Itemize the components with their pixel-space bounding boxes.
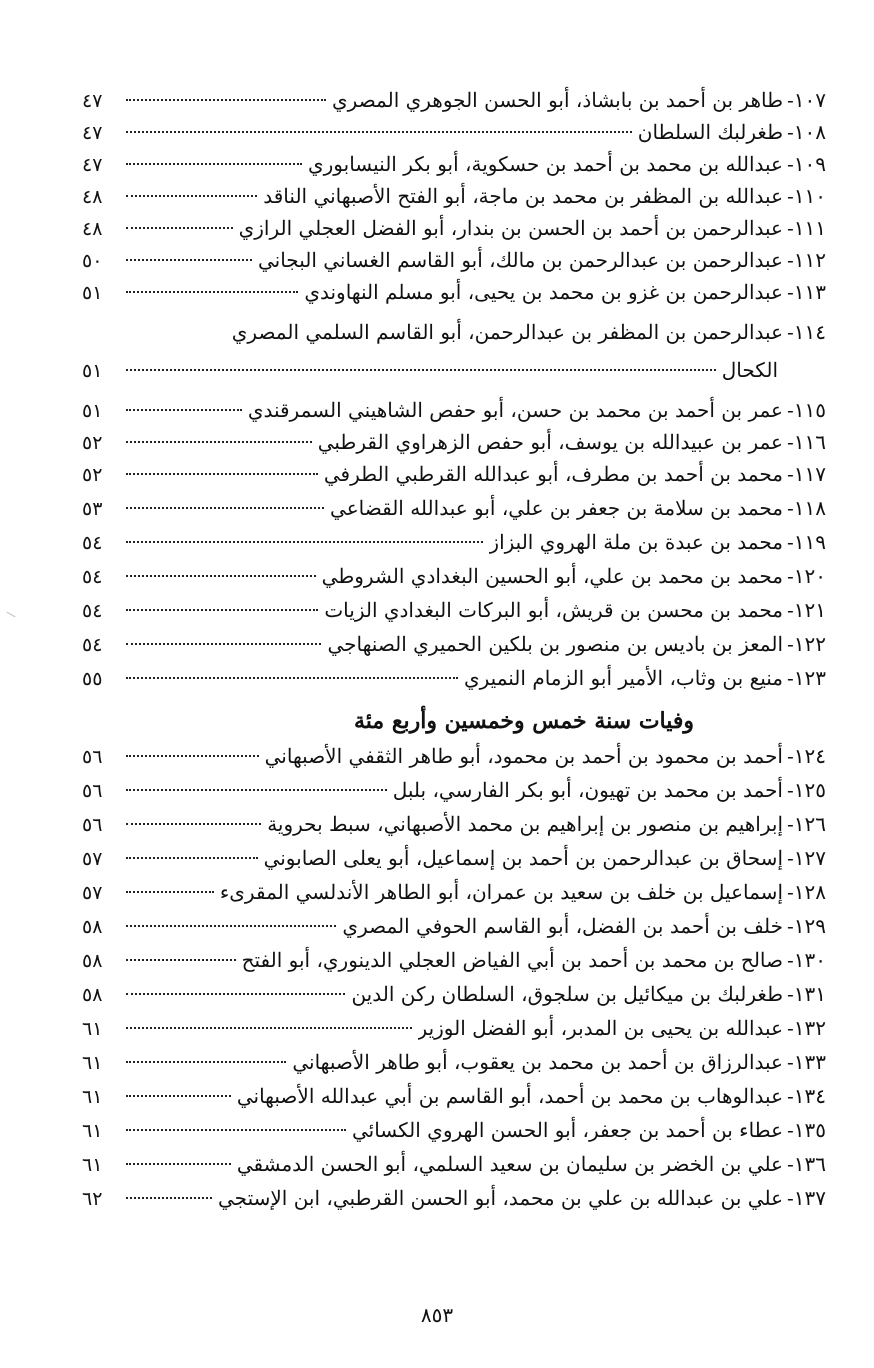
index-entry — [82, 876, 826, 908]
entry-number: ١٢٢- — [787, 632, 826, 656]
dot-leader — [126, 857, 258, 859]
entry-text: خلف بن أحمد بن الفضل، أبو القاسم الحوفي المصري — [342, 914, 783, 938]
dot-leader — [126, 1027, 412, 1029]
entry-number: ١٠٨- — [787, 120, 826, 144]
entry-number: ١١٥- — [787, 398, 826, 422]
entry-page: ٥٨ — [82, 916, 103, 938]
entry-number: ١٢٦- — [787, 812, 826, 836]
entry-page: ٥١ — [82, 282, 103, 304]
entry-text: عبدالرحمن بن غزو بن محمد بن يحيى، أبو مسلم النهاوندي — [304, 280, 783, 304]
index-entry — [82, 180, 826, 212]
entry-number: ١٢٣- — [787, 666, 826, 690]
entry-number: ١١٠- — [787, 184, 826, 208]
dot-leader — [126, 993, 345, 995]
entry-text: علي بن الخضر بن سليمان بن سعيد السلمي، أبو الحسن الدمشقي — [236, 1152, 783, 1176]
entry-page: ٦٢ — [82, 1188, 103, 1210]
index-entry — [82, 526, 826, 558]
entry-number: ١١٢- — [787, 248, 826, 272]
dot-leader — [126, 1061, 286, 1063]
entry-page: ٤٧ — [82, 154, 103, 176]
dot-leader — [126, 1129, 346, 1131]
entry-text: إسحاق بن عبدالرحمن بن أحمد بن إسماعيل، أبو يعلى الصابوني — [263, 846, 783, 870]
entry-number: ١٢٠- — [787, 564, 826, 588]
entry-text: عبدالله بن المظفر بن محمد بن ماجة، أبو الفتح الأصبهاني الناقد — [263, 184, 783, 208]
dot-leader — [126, 1095, 231, 1097]
entry-text: أحمد بن محمد بن تهيون، أبو بكر الفارسي، بلبل — [392, 778, 783, 802]
dot-leader — [126, 163, 302, 165]
page-number: ٨٥٣ — [420, 1303, 454, 1327]
entry-number: ١٢٧- — [787, 846, 826, 870]
entry-text: عبدالرزاق بن أحمد بن محمد بن يعقوب، أبو طاهر الأصبهاني — [292, 1050, 783, 1074]
entry-page: ٦١ — [82, 1154, 103, 1176]
index-entry — [82, 316, 826, 348]
entry-text: إسماعيل بن خلف بن سعيد بن عمران، أبو الطاهر الأندلسي المقرىء — [219, 880, 783, 904]
dot-leader — [126, 575, 316, 577]
entry-number: ١٣٥- — [787, 1118, 826, 1142]
entry-number: ١١٦- — [787, 430, 826, 454]
entry-page: ٥٤ — [82, 566, 103, 588]
dot-leader — [126, 507, 324, 509]
index-entry — [82, 394, 826, 426]
entry-page: ٥٦ — [82, 814, 103, 836]
dot-leader — [126, 195, 257, 197]
entry-number: ١١٤- — [787, 320, 826, 344]
entry-page: ٤٨ — [82, 186, 103, 208]
entry-number: ١٢٤- — [787, 744, 826, 768]
entry-text: طاهر بن أحمد بن بابشاذ، أبو الحسن الجوهري المصري — [332, 88, 783, 112]
index-entry — [82, 1182, 826, 1214]
dot-leader — [126, 823, 261, 825]
dot-leader — [126, 891, 214, 893]
index-entry — [82, 492, 826, 524]
entry-text: عبدالرحمن بن المظفر بن عبدالرحمن، أبو القاسم السلمي المصري — [231, 320, 783, 344]
dot-leader — [126, 789, 387, 791]
entry-page: ٥٤ — [82, 634, 103, 656]
entry-page: ٥٧ — [82, 848, 103, 870]
entry-number: ١٠٩- — [787, 152, 826, 176]
entry-number: ١٣٢- — [787, 1016, 826, 1040]
dot-leader — [126, 925, 336, 927]
index-entry — [82, 944, 826, 976]
dot-leader — [126, 643, 321, 645]
scan-mark — [6, 612, 15, 618]
entry-text: عبدالله بن يحيى بن المدبر، أبو الفضل الوزير — [417, 1016, 783, 1040]
dot-leader — [126, 755, 259, 757]
index-entry — [82, 808, 826, 840]
dot-leader — [126, 677, 458, 679]
entry-number: ١١٩- — [787, 530, 826, 554]
index-entry — [82, 842, 826, 874]
dot-leader — [126, 409, 242, 411]
entry-text: منيع بن وثاب، الأمير أبو الزمام النميري — [463, 666, 783, 690]
index-entry — [82, 426, 826, 458]
entry-text: محمد بن أحمد بن مطرف، أبو عبدالله القرطبي الطرفي — [323, 462, 783, 486]
entry-text: الكحال — [721, 358, 778, 382]
index-entry — [82, 662, 826, 694]
entry-number: ١٢٨- — [787, 880, 826, 904]
entry-text: محمد بن محمد بن علي، أبو الحسين البغدادي الشروطي — [321, 564, 783, 588]
entry-page: ٦١ — [82, 1120, 103, 1142]
dot-leader — [126, 441, 312, 443]
entry-number: ١١٨- — [787, 496, 826, 520]
entry-text: علي بن عبدالله بن علي بن محمد، أبو الحسن القرطبي، ابن الإستجي — [218, 1186, 783, 1210]
entry-page: ٤٨ — [82, 218, 103, 240]
entry-number: ١٣٦- — [787, 1152, 826, 1176]
dot-leader — [126, 1197, 212, 1199]
index-entry — [82, 244, 826, 276]
entry-text: طغرلبك السلطان — [637, 120, 783, 144]
entry-page: ٥٤ — [82, 532, 103, 554]
dot-leader — [126, 259, 252, 261]
entry-number: ١٢٩- — [787, 914, 826, 938]
entry-number: ١٣٤- — [787, 1084, 826, 1108]
entry-text: محمد بن عبدة بن ملة الهروي البزاز — [489, 530, 783, 554]
dot-leader — [126, 609, 318, 611]
index-entry — [82, 1114, 826, 1146]
entry-page: ٥٠ — [82, 250, 103, 272]
entry-text: إبراهيم بن منصور بن إبراهيم بن محمد الأصبهاني، سبط بحروية — [267, 812, 783, 836]
dot-leader — [126, 227, 233, 229]
entry-page: ٥٤ — [82, 600, 103, 622]
section-heading: وفيات سنة خمس وخمسين وأربع مئة — [353, 708, 695, 734]
entry-number: ١٣٣- — [787, 1050, 826, 1074]
entry-text: عبدالوهاب بن محمد بن أحمد، أبو القاسم بن أبي عبدالله الأصبهاني — [236, 1084, 783, 1108]
index-entry — [82, 628, 826, 660]
index-entry — [82, 978, 826, 1010]
entry-text: عبدالرحمن بن عبدالرحمن بن مالك، أبو القاسم الغساني البجاني — [257, 248, 783, 272]
index-entry — [82, 1046, 826, 1078]
dot-leader — [126, 131, 632, 133]
entry-number: ١٣٧- — [787, 1186, 826, 1210]
entry-page: ٥٥ — [82, 668, 103, 690]
entry-page: ٥٣ — [82, 498, 103, 520]
entry-number: ١٣١- — [787, 982, 826, 1006]
entry-page: ٥٨ — [82, 950, 103, 972]
index-entry — [82, 116, 826, 148]
entry-number: ١٢١- — [787, 598, 826, 622]
entry-number: ١١٧- — [787, 462, 826, 486]
entry-text: المعز بن باديس بن منصور بن بلكين الحميري الصنهاجي — [327, 632, 783, 656]
entry-page: ٥٦ — [82, 746, 103, 768]
entry-page: ٥٢ — [82, 464, 103, 486]
dot-leader — [126, 541, 483, 543]
index-entry — [82, 276, 826, 308]
entry-text: عمر بن عبيدالله بن يوسف، أبو حفص الزهراوي القرطبي — [317, 430, 783, 454]
index-entry — [82, 594, 826, 626]
entry-page: ٥٨ — [82, 984, 103, 1006]
index-entry-continuation — [82, 354, 826, 386]
entry-text: عطاء بن أحمد بن جعفر، أبو الحسن الهروي الكسائي — [351, 1118, 783, 1142]
entry-page: ٦١ — [82, 1052, 103, 1074]
entry-number: ١٣٠- — [787, 948, 826, 972]
index-entry — [82, 1012, 826, 1044]
index-entry — [82, 910, 826, 942]
entry-number: ١١١- — [787, 216, 826, 240]
dot-leader — [126, 99, 326, 101]
entry-page: ٥٦ — [82, 780, 103, 802]
dot-leader — [126, 1163, 231, 1165]
index-entry — [82, 774, 826, 806]
entry-text: محمد بن محسن بن قريش، أبو البركات البغدادي الزيات — [324, 598, 783, 622]
entry-number: ١٠٧- — [787, 88, 826, 112]
index-entry — [82, 458, 826, 490]
entry-text: محمد بن سلامة بن جعفر بن علي، أبو عبدالله القضاعي — [330, 496, 783, 520]
entry-page: ٥٧ — [82, 882, 103, 904]
index-entry — [82, 212, 826, 244]
index-entry — [82, 1148, 826, 1180]
entry-page: ٥١ — [82, 400, 103, 422]
entry-text: عبدالرحمن بن أحمد بن الحسن بن بندار، أبو الفضل العجلي الرازي — [238, 216, 783, 240]
dot-leader — [126, 291, 298, 293]
entry-number: ١٢٥- — [787, 778, 826, 802]
entry-text: طغرلبك بن ميكائيل بن سلجوق، السلطان ركن الدين — [351, 982, 783, 1006]
entry-page: ٦١ — [82, 1018, 103, 1040]
index-entry — [82, 148, 826, 180]
entry-text: عبدالله بن محمد بن أحمد بن حسكوية، أبو بكر النيسابوري — [307, 152, 783, 176]
entry-text: عمر بن أحمد بن محمد بن حسن، أبو حفص الشاهيني السمرقندي — [247, 398, 783, 422]
index-entry — [82, 1080, 826, 1112]
entry-page: ٥١ — [82, 360, 103, 382]
entry-page: ٦١ — [82, 1086, 103, 1108]
entry-text: أحمد بن محمود بن أحمد بن محمود، أبو طاهر الثقفي الأصبهاني — [264, 744, 783, 768]
dot-leader — [126, 473, 318, 475]
index-entry — [82, 740, 826, 772]
entry-page: ٤٧ — [82, 90, 103, 112]
index-entry — [82, 560, 826, 592]
entry-page: ٥٢ — [82, 432, 103, 454]
index-entry — [82, 84, 826, 116]
entry-number: ١١٣- — [787, 280, 826, 304]
dot-leader — [126, 959, 236, 961]
entry-page: ٤٧ — [82, 122, 103, 144]
dot-leader — [126, 369, 716, 371]
entry-text: صالح بن محمد بن أحمد بن أبي الفياض العجلي الدينوري، أبو الفتح — [241, 948, 783, 972]
